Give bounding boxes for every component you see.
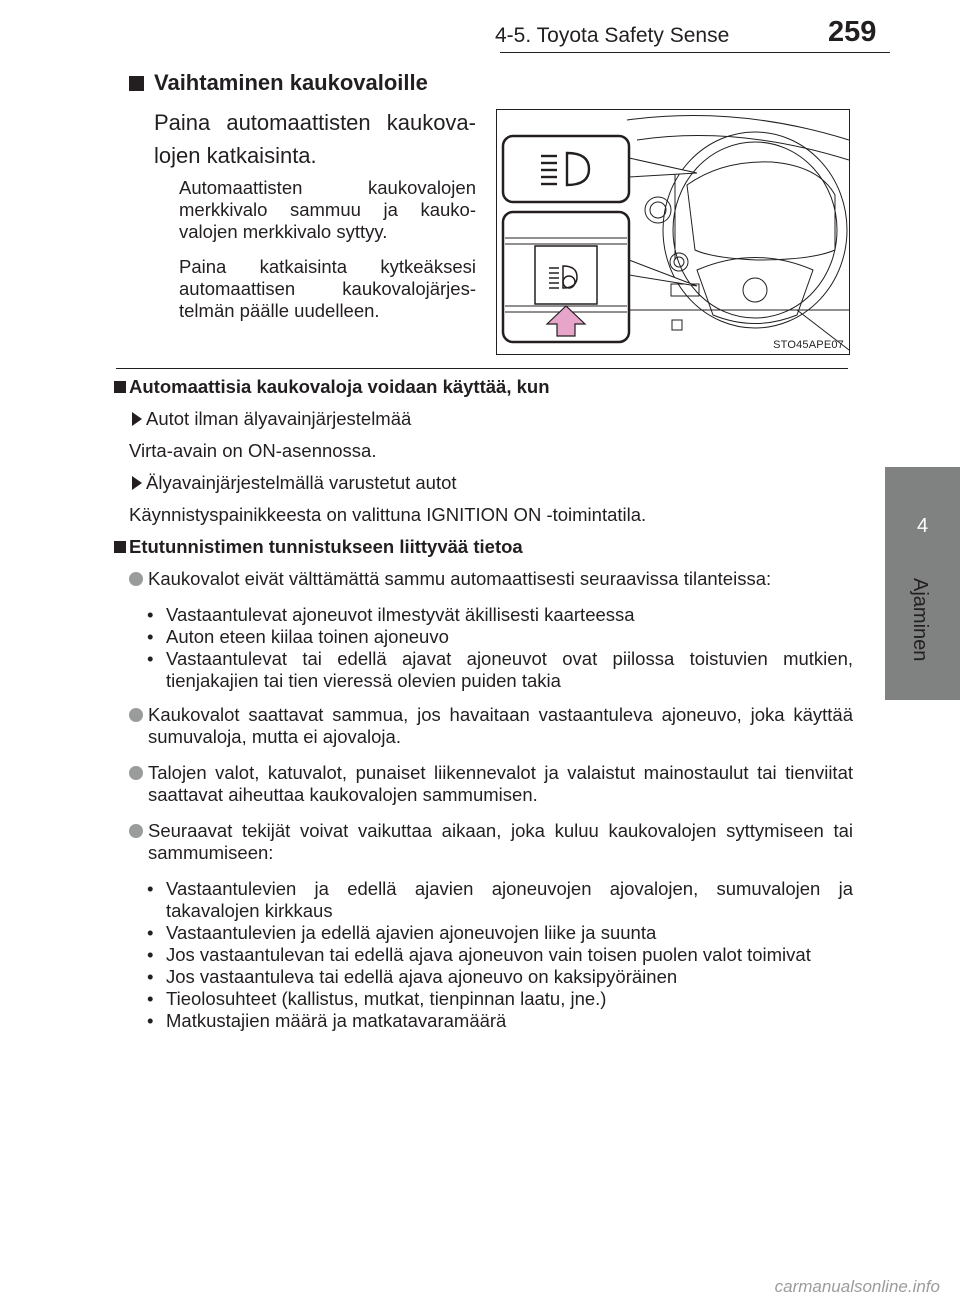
switch-illustration: [496, 109, 850, 355]
chapter-label: Ajaminen: [909, 578, 931, 662]
dashboard-illustration: [497, 110, 849, 354]
sensor-item-1-bullet: • Vastaantulevat tai edellä ajavat ajoneuvot ovat piilossa toistuvien mutkien, tienjakajien tai tien vieressä olevien puiden takia: [113, 648, 853, 692]
section-title: 4-5. Toyota Safety Sense: [495, 24, 730, 47]
sensor-heading: Etutunnistimen tunnistukseen liittyvää tietoa: [113, 536, 853, 558]
sensor-item-1: Kaukovalot eivät välttämättä sammu automaattisesti seuraavissa tilanteissa:: [113, 568, 853, 590]
sensor-item-3: Talojen valot, katuvalot, punaiset liikennevalot ja valaistut mainostaulut tai tienviitat saattavat aiheuttaa kaukovalojen sammumisen.: [113, 762, 853, 806]
sensor-item-2: Kaukovalot saattavat sammua, jos havaitaan vastaantuleva ajoneuvo, joka käyttää sumuvaloja, mutta ei ajovaloja.: [113, 704, 853, 748]
watermark: carmanualsonline.info: [774, 1277, 940, 1296]
item-smart-key-text: Käynnistyspainikkeesta on valittuna IGNITION ON -toimintatila.: [129, 504, 647, 525]
sensor-item-4-bullet: • Jos vastaantuleva tai edellä ajava ajoneuvo on kaksipyöräinen: [113, 966, 853, 988]
figure-code: STO45APE07: [773, 339, 844, 351]
sensor-item-4-bullet: • Tieolosuhteet (kallistus, mutkat, tienpinnan laatu, jne.): [113, 988, 853, 1010]
section-divider: [116, 368, 848, 369]
sensor-item-4-bullet: • Matkustajien määrä ja matkatavaramäärä: [113, 1010, 853, 1032]
item-smart-key-title: Älyavainjärjestelmällä varustetut autot: [113, 472, 853, 494]
sensor-item-1-bullet: • Auton eteen kiilaa toinen ajoneuvo: [113, 626, 853, 648]
sensor-item-4-bullet: • Vastaantulevien ja edellä ajavien ajoneuvojen liike ja suunta: [113, 922, 853, 944]
switch-note-2: Paina katkaisinta kytkeäksesi automaattisen kaukovalojärjestelmän päälle uudelleen.: [179, 256, 476, 321]
switch-instruction: Paina automaattisten kaukovalojen katkaisinta.: [154, 110, 476, 168]
item-no-smart-key-text: Virta-avain on ON-asennossa.: [129, 440, 377, 461]
sensor-item-4: Seuraavat tekijät voivat vaikuttaa aikaan, joka kuluu kaukovalojen syttymiseen tai sammumiseen:: [113, 820, 853, 864]
page-header: [0, 0, 960, 60]
header-rule: [500, 52, 890, 53]
square-bullet-icon: [129, 76, 144, 91]
sensor-item-4-bullet: • Vastaantulevien ja edellä ajavien ajoneuvojen ajovalojen, sumuvalojen ja takavalojen kirkkaus: [113, 878, 853, 922]
sensor-item-1-bullet: • Vastaantulevat ajoneuvot ilmestyvät äkillisesti kaarteessa: [113, 604, 853, 626]
info-content: [113, 376, 853, 1032]
usable-heading: Automaattisia kaukovaloja voidaan käyttää, kun: [113, 376, 853, 398]
page-number: 259: [828, 16, 877, 48]
switch-note-1: Automaattisten kaukovalojen merkkivalo sammuu ja kaukovalojen merkkivalo syttyy.: [179, 177, 476, 242]
chapter-number: 4: [916, 515, 929, 537]
sensor-item-4-bullet: • Jos vastaantulevan tai edellä ajava ajoneuvon vain toisen puolen valot toimivat: [113, 944, 853, 966]
item-no-smart-key-title: Autot ilman älyavainjärjestelmää: [113, 408, 853, 430]
auto-high-beam-switch: [535, 246, 597, 304]
switch-heading: Vaihtaminen kaukovaloille: [129, 70, 428, 96]
